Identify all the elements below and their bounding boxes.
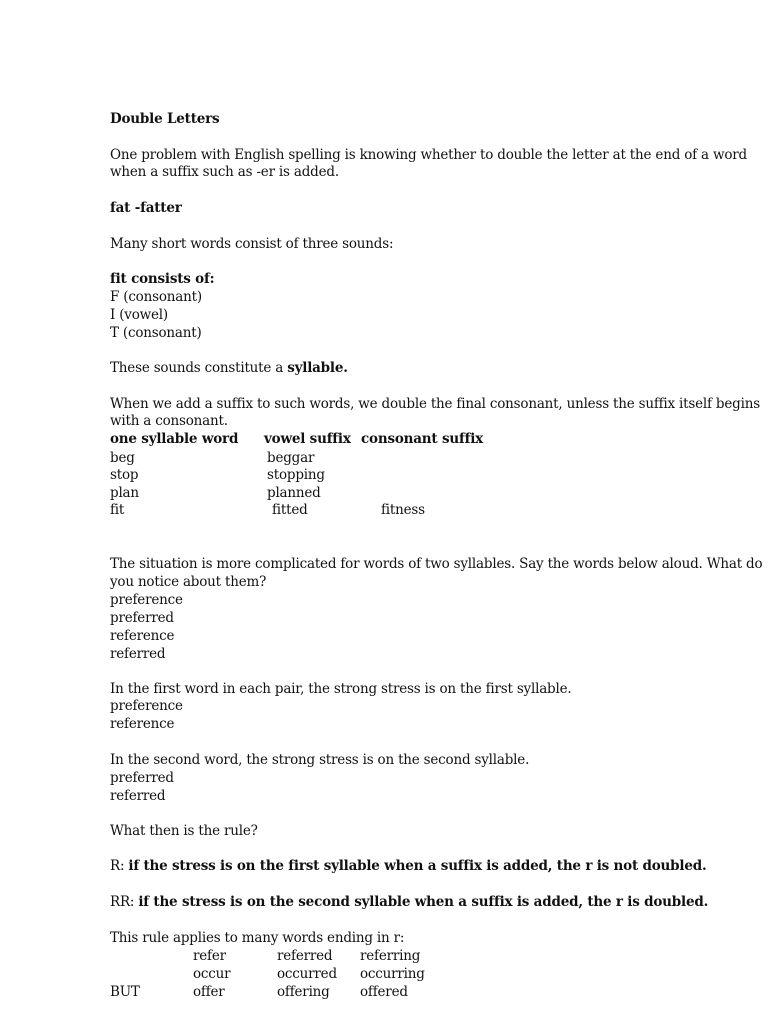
document-title: Double Letters xyxy=(110,111,220,127)
short-words-text: Many short words consist of three sounds: xyxy=(110,236,394,252)
rule-rr-text: if the stress is on the second syllable when a suffix is added, the r is doubled. xyxy=(138,894,709,910)
table2-cell: offering xyxy=(277,984,330,1000)
table2-cell: occurring xyxy=(360,966,425,982)
two-syllables-line-1: The situation is more complicated for words of two syllables. Say the words below aloud. What do xyxy=(110,556,763,572)
rule-question: What then is the rule? xyxy=(110,823,258,839)
second-list-item: preferred xyxy=(110,770,174,786)
sound-item: I (vowel) xyxy=(110,307,168,323)
first-list-item: reference xyxy=(110,716,175,732)
table1-header-vowel: vowel suffix xyxy=(264,431,351,447)
table2-cell: occur xyxy=(193,966,231,982)
word-list-item: preference xyxy=(110,592,183,608)
table1-header-word: one syllable word xyxy=(110,431,239,447)
word-list-item: referred xyxy=(110,646,166,662)
table1-cell: plan xyxy=(110,485,139,501)
rule-rr xyxy=(110,893,708,911)
table1-header-consonant: consonant suffix xyxy=(361,431,483,447)
applies-text: This rule applies to many words ending in r: xyxy=(110,930,405,946)
constitute-sentence xyxy=(110,359,348,377)
intro-line-2: when a suffix such as -er is added. xyxy=(110,164,339,180)
table1-cell: fitted xyxy=(272,502,308,518)
first-word-text: In the first word in each pair, the strong stress is on the first syllable. xyxy=(110,681,572,697)
table1-cell: beg xyxy=(110,450,135,466)
example-fat-fatter: fat -fatter xyxy=(110,200,182,216)
intro-line-1: One problem with English spelling is knowing whether to double the letter at the end of a word xyxy=(110,147,747,163)
rule-r-label: R: xyxy=(110,858,129,874)
table1-cell: stopping xyxy=(267,467,325,483)
table1-cell: planned xyxy=(267,485,321,501)
table2-cell: refer xyxy=(193,948,226,964)
table1-cell: beggar xyxy=(267,450,315,466)
suffix-rule-line-2: with a consonant. xyxy=(110,413,228,429)
table1-cell: fit xyxy=(110,502,125,518)
constitute-text: These sounds constitute a xyxy=(110,360,288,376)
rule-rr-label: RR: xyxy=(110,894,139,910)
table2-cell: offered xyxy=(360,984,408,1000)
table2-cell: referring xyxy=(360,948,421,964)
rule-r xyxy=(110,857,706,875)
table1-cell: fitness xyxy=(381,502,425,518)
suffix-rule-line-1: When we add a suffix to such words, we double the final consonant, unless the suffix itself begins xyxy=(110,396,760,412)
word-list-item: reference xyxy=(110,628,175,644)
fit-heading: fit consists of: xyxy=(110,271,215,287)
word-list-item: preferred xyxy=(110,610,174,626)
table2-cell: occurred xyxy=(277,966,337,982)
two-syllables-line-2: you notice about them? xyxy=(110,574,267,590)
second-list-item: referred xyxy=(110,788,166,804)
table1-cell: stop xyxy=(110,467,139,483)
sound-item: F (consonant) xyxy=(110,289,202,305)
table2-cell: offer xyxy=(193,984,225,1000)
rule-r-text: if the stress is on the first syllable when a suffix is added, the r is not doubled. xyxy=(128,858,707,874)
table2-cell: referred xyxy=(277,948,333,964)
table2-cell: BUT xyxy=(110,984,140,1000)
syllable-term: syllable. xyxy=(287,360,348,376)
sound-item: T (consonant) xyxy=(110,325,202,341)
first-list-item: preference xyxy=(110,698,183,714)
second-word-text: In the second word, the strong stress is on the second syllable. xyxy=(110,752,530,768)
